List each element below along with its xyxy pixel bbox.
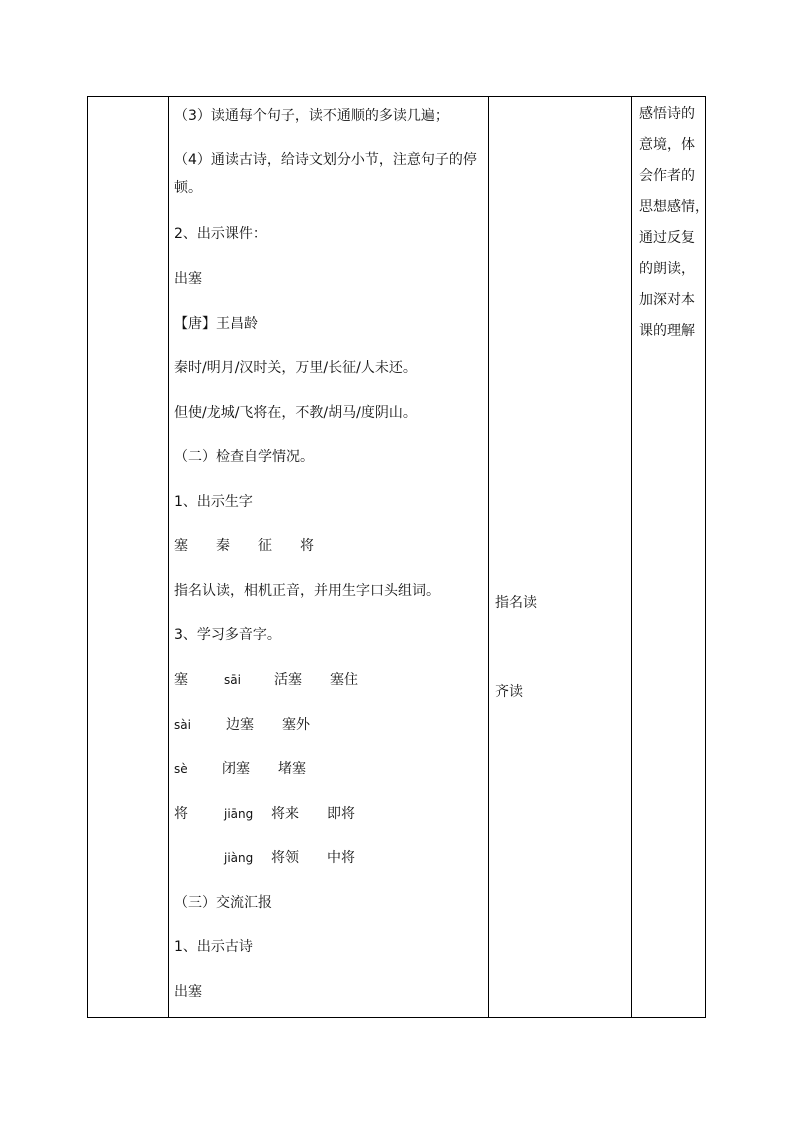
text-line: 1、出示古诗 bbox=[174, 939, 253, 955]
shengzi-char: 塞 bbox=[174, 538, 188, 554]
intent-line: 加深对本 bbox=[639, 292, 695, 308]
text-line: （4）通读古诗，给诗文划分小节，注意句子的停 bbox=[174, 152, 477, 168]
shengzi-char: 秦 bbox=[216, 538, 230, 554]
word: 塞住 bbox=[330, 672, 358, 688]
text-line: 指名认读，相机正音，并用生字口头组词。 bbox=[174, 583, 440, 599]
word: 闭塞 bbox=[222, 761, 250, 777]
pinyin: sāi bbox=[224, 673, 241, 687]
intent-line: 感悟诗的 bbox=[639, 106, 695, 122]
lesson-plan-table bbox=[87, 96, 709, 1018]
text-line: 1、出示生字 bbox=[174, 494, 253, 510]
intent-line: 通过反复 bbox=[639, 230, 695, 246]
duoyin-char: 塞 bbox=[174, 672, 188, 688]
intent-line: 的朗读， bbox=[639, 261, 695, 277]
text-line: （3）读通每个句子，读不通顺的多读几遍； bbox=[174, 108, 449, 124]
activity-text: 齐读 bbox=[495, 684, 523, 700]
word: 边塞 bbox=[226, 717, 254, 733]
poem-line: 但使/龙城/飞将在，不教/胡马/度阴山。 bbox=[174, 405, 417, 421]
text-line: 2、出示课件： bbox=[174, 226, 267, 242]
column-divider bbox=[168, 97, 169, 1017]
word: 塞外 bbox=[282, 717, 310, 733]
shengzi-char: 征 bbox=[258, 538, 272, 554]
duoyin-char: 将 bbox=[174, 806, 188, 822]
word: 中将 bbox=[327, 850, 355, 866]
section-heading: （三）交流汇报 bbox=[174, 895, 272, 911]
word: 将领 bbox=[271, 850, 299, 866]
pinyin: sè bbox=[174, 762, 188, 776]
word: 即将 bbox=[327, 806, 355, 822]
intent-line: 意境，体 bbox=[639, 137, 695, 153]
poem-title: 出塞 bbox=[174, 984, 202, 1000]
column-divider bbox=[631, 97, 632, 1017]
section-heading: （二）检查自学情况。 bbox=[174, 449, 314, 465]
shengzi-char: 将 bbox=[300, 538, 314, 554]
text-line: 顿。 bbox=[174, 180, 202, 196]
pinyin: jiāng bbox=[224, 807, 254, 821]
word: 堵塞 bbox=[278, 761, 306, 777]
column-divider bbox=[488, 97, 489, 1017]
pinyin: sài bbox=[174, 718, 191, 732]
text-line: 3、学习多音字。 bbox=[174, 627, 281, 643]
word: 活塞 bbox=[274, 672, 302, 688]
intent-line: 思想感情， bbox=[639, 199, 709, 215]
poem-author: 【唐】王昌龄 bbox=[174, 316, 258, 332]
word: 将来 bbox=[271, 806, 299, 822]
poem-title: 出塞 bbox=[174, 271, 202, 287]
intent-line: 会作者的 bbox=[639, 168, 695, 184]
activity-text: 指名读 bbox=[495, 595, 537, 611]
intent-line: 课的理解 bbox=[639, 323, 695, 339]
poem-line: 秦时/明月/汉时关，万里/长征/人未还。 bbox=[174, 360, 417, 376]
pinyin: jiàng bbox=[224, 851, 254, 865]
